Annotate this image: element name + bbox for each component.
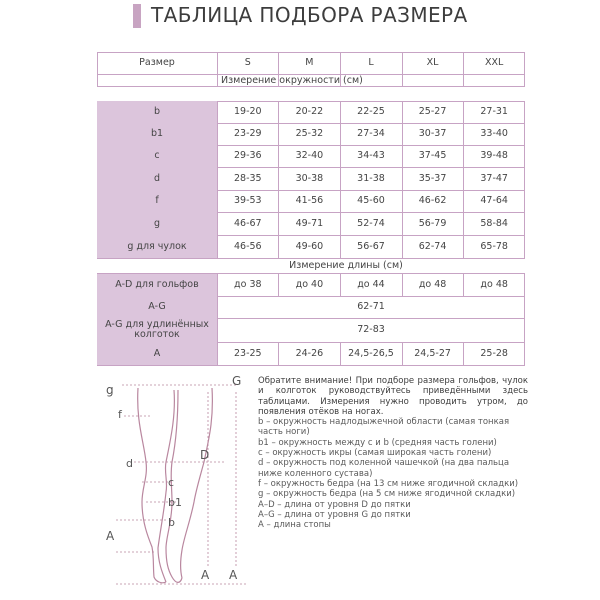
definition-item: A–D – длина от уровня D до пятки [258,499,411,510]
label-A-left: A [106,529,115,543]
row-label: b1 [150,128,164,139]
definition-item: A–G – длина от уровня G до пятки [258,509,411,520]
header-cell: M [305,57,314,68]
table-cell: 34-43 [357,150,385,161]
table-cell: 19-20 [233,106,262,117]
table-cell: 65-78 [480,240,508,252]
table-cell: 56-79 [418,217,447,229]
table-cell: 29-36 [233,150,262,161]
label-f: f [118,408,122,421]
table-cell: 37-45 [418,150,447,161]
table-header-row [97,52,525,74]
table-cell: 56-67 [357,240,385,252]
table-row [97,273,525,296]
table-cell: 24-26 [295,347,324,359]
row-label: A-D для гольфов [115,278,199,290]
label-b1: b1 [168,496,182,509]
title-accent-bar [133,4,141,28]
table-cell: 46-62 [418,195,447,206]
table-row [97,212,525,235]
table-cell: до 44 [357,278,385,290]
table-cell: 46-67 [233,217,262,229]
row-label: A-G [148,301,166,312]
table-cell: 30-37 [418,128,447,139]
table-cell: 52-74 [357,217,385,229]
label-A-bottom: A [201,568,210,582]
table-cell: 25-28 [480,347,508,359]
definition-item: A – длина стопы [258,520,331,531]
table-cell: 49-71 [295,217,324,229]
table-cell: 25-27 [418,106,447,117]
row-label: b [153,106,161,117]
table-cell: 62-71 [357,301,385,312]
table-row [97,145,525,167]
table-cell: 72-83 [357,324,385,335]
table-row [97,101,525,123]
definition-item: b – окружность надлодыжечной области (самая тонкая часть ноги) [258,417,510,438]
row-label: A-G для удлинённых колготок [105,319,209,340]
table-cell: 58-84 [480,217,508,229]
table-cell: до 48 [480,278,508,290]
table-cell: 27-31 [480,106,508,117]
table-cell: 35-37 [418,172,447,184]
table-cell: 62-74 [418,240,447,252]
table-cell: 24,5-26,5 [348,347,394,359]
table-cell: 22-25 [357,106,385,117]
table-cell: 37-47 [480,172,508,184]
header-cell: Размер [139,57,175,68]
label-D: D [200,448,210,462]
table-row [97,167,525,190]
table-cell: 39-53 [233,195,262,206]
notes-panel [258,376,528,530]
leg-measurement-diagram [96,372,248,596]
label-c: c [168,476,175,489]
table-cell: 47-64 [480,195,508,206]
circ-heading: Измерение окружности (см) [221,75,363,86]
row-label: c [154,150,160,161]
label-G: G [232,374,242,388]
table-cell: до 48 [418,278,447,290]
table-cell: 28-35 [233,172,262,184]
table-cell: до 38 [234,278,262,290]
table-cell: 20-22 [295,106,324,117]
table-row [97,235,525,258]
header-cell: XXL [485,57,504,68]
table-row [97,190,525,212]
table-cell: 46-56 [233,240,262,252]
row-label: A [153,347,161,359]
table-cell: 39-48 [480,150,508,161]
table-row [97,123,525,145]
definition-item: f – окружность бедра (на 13 см ниже ягодичной складки) [258,478,519,489]
label-b: b [168,516,175,529]
table-cell: 32-40 [295,150,324,161]
size-table [97,52,525,366]
table-cell: 31-38 [357,172,385,184]
table-cell: до 40 [295,278,324,290]
label-g: g [106,383,114,397]
len-heading: Измерение длины (см) [289,260,403,271]
header-cell: XL [426,57,439,68]
table-cell: 33-40 [480,128,508,139]
label-A-bottom-right: A [229,568,238,582]
label-d: d [126,457,133,470]
header-cell: L [368,57,374,68]
table-cell: 49-60 [295,240,324,252]
table-cell: 24,5-27 [414,347,451,359]
notes-intro: Обратите внимание! При подборе размера гольфов, чулок и колготок руководствуйтесь приведёнными здесь таблицами. Измерения нужно проводить утром, до появления отёков на ногах. [258,376,528,417]
table-row [97,296,525,318]
table-cell: 27-34 [357,128,385,139]
table-row [97,318,525,342]
row-label: g для чулок [127,240,187,252]
row-label: g [153,217,161,229]
header-cell: S [244,57,251,68]
row-label: d [153,172,161,184]
table-cell: 25-32 [295,128,324,139]
table-row [97,342,525,365]
table-cell: 45-60 [357,195,385,206]
row-label: f [155,195,159,206]
table-cell: 30-38 [295,172,324,184]
table-cell: 41-56 [295,195,324,206]
definition-item: b1 – окружность между c и b (средняя часть голени) [258,437,497,448]
page-title: ТАБЛИЦА ПОДБОРА РАЗМЕРА [151,3,468,27]
definition-item: g – окружность бедра (на 5 см ниже ягодичной складки) [258,489,516,500]
table-cell: 23-25 [233,347,262,359]
table-cell: 23-29 [233,128,262,139]
definition-item: d – окружность под коленной чашечкой (на два пальца ниже коленного сустава) [258,458,510,479]
definition-item: c – окружность икры (самая широкая часть голени) [258,448,492,459]
